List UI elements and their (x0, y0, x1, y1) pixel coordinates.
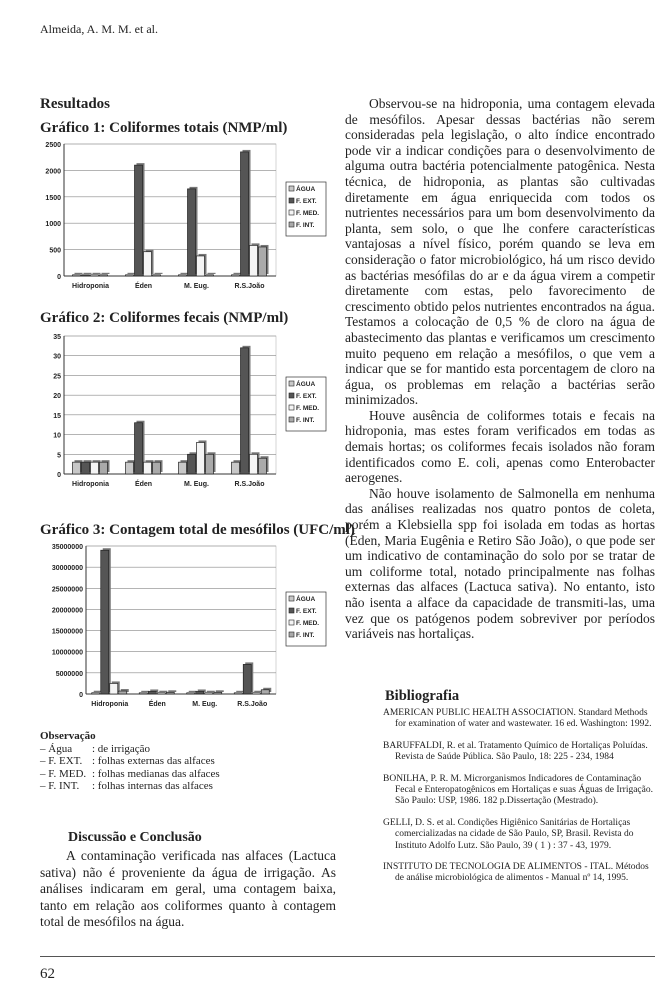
bar (252, 693, 260, 694)
legend-label: F. EXT. (296, 198, 317, 205)
legend-swatch (289, 186, 294, 191)
bibliography-entry: INSTITUTO DE TECNOLOGIA DE ALIMENTOS - ITAL. Métodos de análise microbiológica de alimentos - Manual nº 14, 1995. (383, 862, 649, 884)
bar (188, 189, 196, 276)
bar (126, 275, 134, 276)
legend-swatch (289, 608, 294, 613)
bar (205, 693, 213, 694)
x-tick-label: M. Eug. (192, 701, 218, 708)
bar (188, 454, 196, 474)
legend-label: ÁGUA (296, 381, 316, 388)
observation-notes (40, 730, 220, 793)
y-tick-label: 1000 (45, 221, 61, 229)
x-tick-label: R.S.João (237, 701, 268, 708)
bar (206, 454, 214, 474)
y-tick-label: 2000 (45, 168, 61, 176)
bar (92, 693, 100, 694)
x-tick-label: M. Eug. (184, 283, 209, 290)
bar-shadow (168, 690, 176, 692)
bar (100, 462, 108, 474)
page-number: 62 (40, 966, 55, 982)
bar-shadow (155, 273, 163, 274)
legend-label: F. INT. (296, 632, 315, 639)
x-tick-label: Éden (148, 701, 166, 708)
paragraph: Houve ausência de coliformes totais e fecais na hidroponia, mas estes foram verificados em todas as demais hortas; os coliformes fecais isolados não foram identificados como E. coli, apenas como Enterobacter aerogenes. (345, 407, 655, 486)
bar (243, 664, 251, 694)
legend-swatch (289, 405, 294, 410)
bar (206, 275, 214, 276)
y-tick-label: 10000000 (51, 649, 83, 657)
results-heading: Resultados (40, 96, 111, 112)
legend-label: F. EXT. (296, 608, 317, 615)
bar (241, 348, 249, 474)
bar (126, 462, 134, 474)
observation-item: – F. INT. : folhas internas das alfaces (40, 780, 213, 792)
legend-swatch (289, 632, 294, 637)
bar (91, 275, 99, 276)
bar (135, 423, 143, 474)
x-tick-label: Éden (134, 481, 153, 488)
bar (144, 252, 152, 276)
chart3-title: Gráfico 3: Contagem total de mesófilos (UFC/ml) (40, 522, 355, 538)
legend-label: ÁGUA (296, 596, 316, 603)
bar (82, 462, 90, 474)
y-tick-label: 25 (53, 373, 61, 381)
x-tick-label: M. Eug. (184, 481, 209, 488)
bar-shadow (102, 273, 110, 274)
observation-item: – Água : de irrigação (40, 742, 151, 755)
legend-swatch (289, 381, 294, 386)
bar-shadow (207, 691, 215, 692)
bar (73, 462, 81, 474)
right-column-text (345, 96, 655, 642)
paragraph: Observou-se na hidroponia, uma contagem elevada de mesófilos. Apesar dessas bactérias não serem consideradas pela legislação, o alto índice encontrado pode vir a indicar condições para o desenvolvimento de alguma outra bactéria potencialmente patogênica. Nesta técnica, de hidroponia, as plantas são cultivadas diretamente em água enriquecida com todos os nutrientes necessários para um bom desenvolvimento da planta, sem solo, o que lhe confere características vantajosas a nível físico, porém quando se leva em consideração o fator microbiológico, há um risco devido as bactérias mesófilas do ar e da água virem a competir diretamente com estas, pelo favorecimento de crescimento obtido pelos nutrientes encontrados na água. Testamos a colocação de 0,5 % de cloro na água de abastecimento das plantas e verificamos um crescimento muito pequeno em relação a mesófilos, o que vem a indicar que se for mantido esta porcentagem de cloro na água, os problemas em relação a bactérias serão minimizados. (345, 96, 655, 408)
bar-shadow (216, 690, 224, 692)
bibliography-entry: BONILHA, P. R. M. Microrganismos Indicadores de Contaminação Fecal e Enteropatogênicos em Hortaliças e suas Águas de Irrigação. São Paulo: USP, 1986. 182 p.Dissertação (Mestrado). (383, 773, 653, 807)
y-tick-label: 30 (53, 353, 61, 361)
chart1-title: Gráfico 1: Coliformes totais (NMP/ml) (40, 120, 288, 136)
bibliography-list (383, 708, 655, 895)
bar (232, 275, 240, 276)
bar (234, 693, 242, 694)
legend-label: F. MED. (296, 620, 320, 627)
y-tick-label: 35000000 (51, 544, 83, 551)
bar (214, 692, 222, 694)
bar-shadow (93, 273, 101, 274)
bar (100, 275, 108, 276)
bibliography-heading: Bibliografia (385, 688, 460, 704)
bar (197, 256, 205, 276)
y-tick-label: 1500 (45, 194, 61, 202)
legend-label: F. EXT. (296, 393, 317, 400)
bar (197, 442, 205, 474)
y-tick-label: 25000000 (51, 586, 83, 594)
y-tick-label: 0 (57, 472, 61, 479)
y-tick-label: 0 (57, 274, 61, 281)
bar (144, 462, 152, 474)
y-tick-label: 30000000 (51, 565, 83, 573)
bar-shadow (84, 273, 92, 274)
x-tick-label: R.S.João (234, 481, 265, 488)
y-tick-label: 20000000 (51, 607, 83, 615)
observation-item: – F. MED. : folhas medianas das alfaces (40, 767, 220, 780)
footer-rule (40, 956, 655, 957)
legend-swatch (289, 210, 294, 215)
bar (250, 454, 258, 474)
y-tick-label: 15 (53, 412, 61, 420)
bar-shadow (208, 273, 216, 274)
y-tick-label: 5 (57, 452, 61, 460)
legend-label: ÁGUA (296, 186, 316, 193)
bar-shadow (159, 691, 167, 692)
legend-swatch (289, 198, 294, 203)
discussion-text: A contaminação verificada nas alfaces (Lactuca sativa) não é proveniente da água de irrigação. As análises indicaram em geral, uma contagem baixa, tanto em relação aos coliformes quanto à contagem total de mesófilos na água. (40, 848, 336, 929)
bar-shadow (75, 273, 83, 274)
legend-label: F. MED. (296, 405, 320, 412)
bar (179, 275, 187, 276)
y-tick-label: 2500 (45, 142, 61, 149)
y-tick-label: 0 (79, 692, 83, 699)
bar (139, 693, 147, 694)
bar (196, 691, 204, 694)
bar (110, 683, 118, 694)
bar (187, 693, 195, 694)
legend-swatch (289, 596, 294, 601)
y-tick-label: 35 (53, 334, 61, 341)
x-tick-label: R.S.João (234, 283, 265, 290)
bar (166, 692, 174, 694)
legend-swatch (289, 222, 294, 227)
legend-label: F. MED. (296, 210, 320, 217)
chart2-title: Gráfico 2: Coliformes fecais (NMP/ml) (40, 310, 289, 326)
legend-swatch (289, 620, 294, 625)
bibliography-entry: BARUFFALDI, R. et al. Tratamento Químico de Hortaliças Poluídas. Revista de Saúde Pública. São Paulo, 18: 225 - 234, 1984 (383, 740, 648, 763)
legend-label: F. INT. (296, 417, 315, 424)
x-tick-label: Hidroponia (72, 283, 109, 290)
bar (101, 550, 109, 694)
bar (157, 693, 165, 694)
observation-title: Observação (40, 730, 96, 742)
bar (91, 462, 99, 474)
bar (250, 245, 258, 276)
bar (259, 247, 267, 276)
x-tick-label: Hidroponia (91, 701, 129, 708)
x-tick-label: Hidroponia (72, 481, 109, 488)
bar (153, 462, 161, 474)
chart-coliformes-fecais (40, 330, 342, 502)
bar (261, 690, 269, 694)
bar (148, 691, 156, 694)
bar (179, 462, 187, 474)
bar (241, 152, 249, 276)
legend-swatch (289, 417, 294, 422)
legend-label: F. INT. (296, 222, 315, 229)
y-tick-label: 10 (53, 432, 61, 440)
bar (73, 275, 81, 276)
y-tick-label: 20 (53, 393, 61, 401)
discussion-heading: Discussão e Conclusão (68, 830, 202, 845)
observation-item: – F. EXT. : folhas externas das alfaces (40, 755, 215, 767)
paragraph: Não houve isolamento de Salmonella em nenhuma das análises realizadas nos quatro pontos de coleta, porém a Klebsiella spp foi isolada em todas as hortas (Éden, Maria Eugênia e Retiro São João), o que pode ser um indicativo de contaminação do solo por se tratar de um coliforme total, notado principalmente nas folhas externas das alfaces (Lactuca sativa). No entanto, isto não isenta a alface da capacidade de transmiti-las, uma vez que os patógenos podem sobreviver por períodos variáveis nas hortaliças. (345, 485, 655, 642)
x-tick-label: Éden (134, 283, 153, 290)
bar (153, 275, 161, 276)
running-head: Almeida, A. M. M. et al. (40, 22, 158, 36)
bibliography-entry: AMERICAN PUBLIC HEALTH ASSOCIATION. Standard Methods for examination of water and wastewater. 16 ed. Washington: 1992. (383, 708, 652, 730)
legend-swatch (289, 393, 294, 398)
bar (82, 275, 90, 276)
chart-coliformes-totais (40, 138, 342, 304)
bar (232, 462, 240, 474)
bar (259, 458, 267, 474)
y-tick-label: 15000000 (51, 628, 83, 636)
bar (119, 691, 127, 694)
bibliography-entry: GELLI, D. S. et al. Condições Higiênico Sanitárias de Hortaliças comercializadas na cidade de São Paulo, SP, Brasil. Revista do Instituto Adolfo Lutz. São Paulo, 39 ( 1 ) : 37 - 43, 1979. (383, 817, 634, 851)
y-tick-label: 5000000 (55, 670, 83, 678)
chart-mesofilos (40, 540, 342, 722)
bar (135, 165, 143, 276)
y-tick-label: 500 (49, 247, 61, 255)
